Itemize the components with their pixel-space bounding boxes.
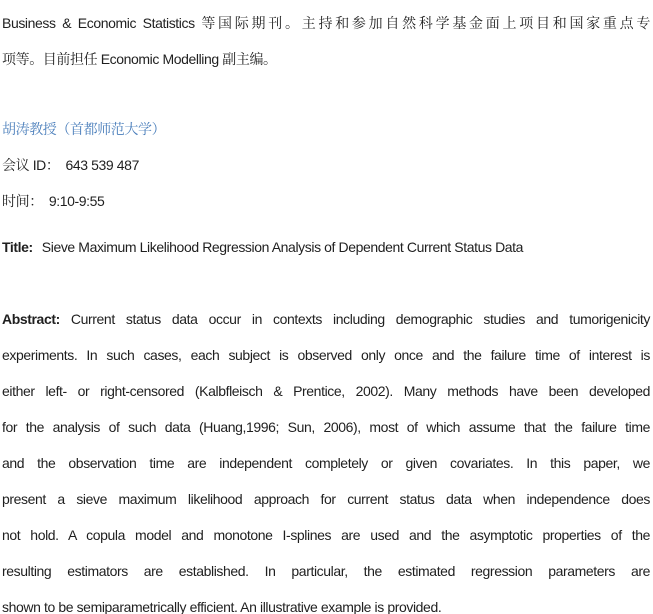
bio-paragraph bbox=[2, 5, 650, 77]
abstract-line-9: shown to be semiparametrically efficient. An illustrative example is provided. bbox=[2, 599, 442, 614]
abstract-line-8: resulting estimators are established. In particular, the estimated regression parameters are bbox=[2, 563, 650, 579]
abstract-line-3: either left- or right-censored (Kalbfleisch & Prentice, 2002). Many methods have been developed bbox=[2, 383, 650, 399]
bio-line-1: Business & Economic Statistics 等国际期刊。主持和参加自然科学基金面上项目和国家重点专 bbox=[2, 15, 650, 31]
time-line bbox=[2, 183, 650, 219]
talk-title-line bbox=[2, 229, 650, 265]
title-label: Title: bbox=[2, 239, 33, 255]
time-label: 时间： bbox=[2, 193, 43, 209]
abstract-label: Abstract: bbox=[2, 311, 60, 327]
speaker-name: 胡涛教授（首都师范大学） bbox=[2, 121, 166, 137]
abstract-line-5: and the observation time are independent completely or given covariates. In this paper, we bbox=[2, 455, 650, 471]
abstract-line-7: not hold. A copula model and monotone I-splines are used and the asymptotic properties of the bbox=[2, 527, 650, 543]
meeting-id-value: 643 539 487 bbox=[65, 157, 139, 173]
meeting-id-label: 会议 ID： bbox=[2, 157, 60, 173]
meeting-id-line bbox=[2, 147, 650, 183]
abstract-line-1-text: Current status data occur in contexts including demographic studies and tumorigenicity bbox=[59, 311, 650, 327]
time-value: 9:10-9:55 bbox=[48, 193, 105, 209]
bio-line-2: 项等。目前担任 Economic Modelling 副主编。 bbox=[2, 51, 277, 67]
abstract-line-4: for the analysis of such data (Huang,1996; Sun, 2006), most of which assume that the failure time bbox=[2, 419, 650, 435]
meeting-info bbox=[2, 111, 650, 219]
abstract-line-1 bbox=[2, 301, 650, 337]
title-text: Sieve Maximum Likelihood Regression Analysis of Dependent Current Status Data bbox=[41, 239, 524, 255]
abstract-line-6: present a sieve maximum likelihood approach for current status data when independence does bbox=[2, 491, 650, 507]
abstract-line-2: experiments. In such cases, each subject is observed only once and the failure time of interest is bbox=[2, 347, 650, 363]
abstract-paragraph bbox=[2, 301, 650, 614]
